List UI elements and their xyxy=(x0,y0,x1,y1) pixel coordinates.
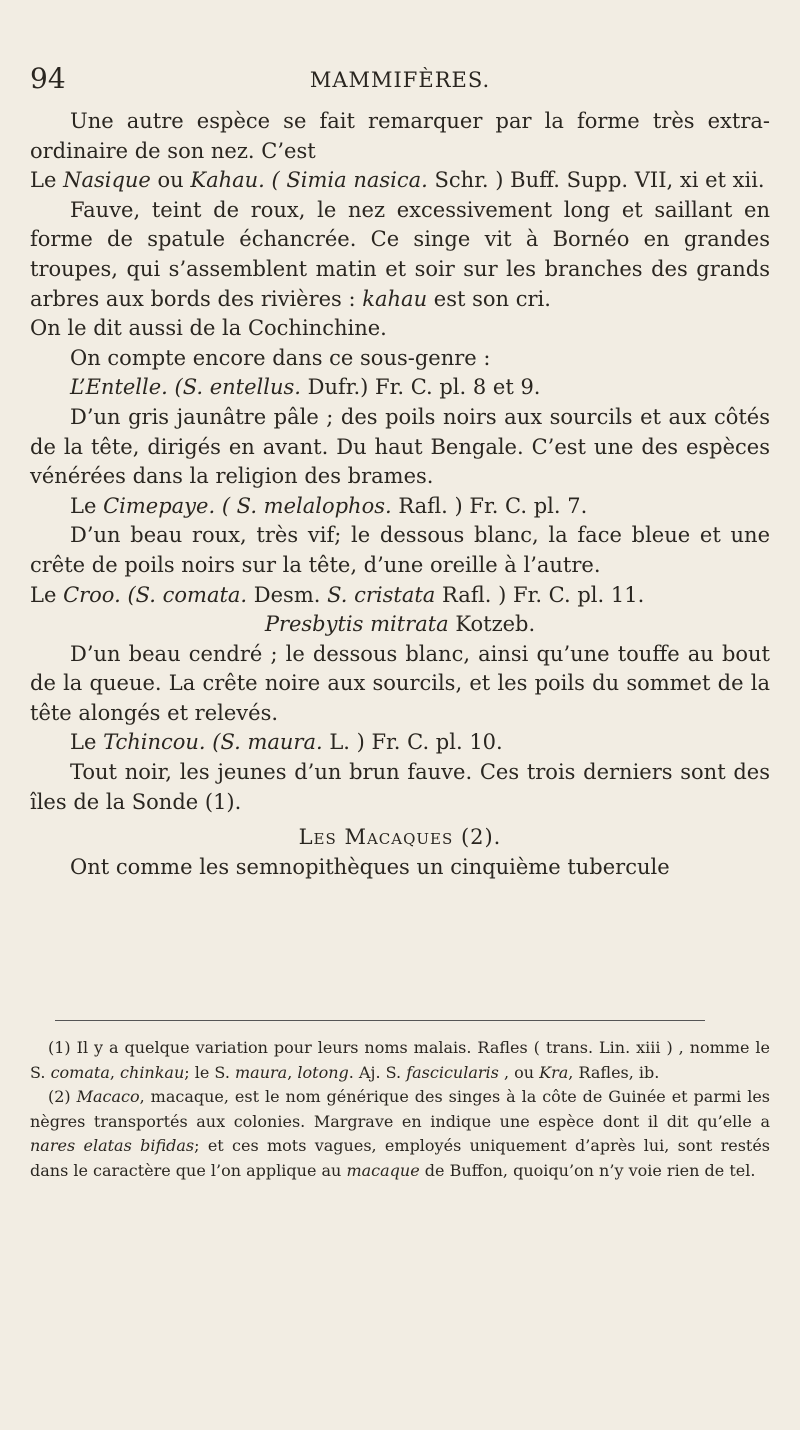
species-entry-entelle: L’Entelle. (S. entellus. Dufr.) Fr. C. pl. 8 et 9. xyxy=(70,375,541,400)
footnote-rule xyxy=(55,1020,705,1021)
scientific-name: (S. entellus. xyxy=(174,375,301,400)
description: D’un gris jaunâtre pâle ; des poils noirs aux sourcils et aux côtés de la tête, dirigés en avant. Du haut Bengale. C’est une des espèces vénérées dans la religion des brames. xyxy=(30,404,770,489)
species-entry-tchincou: Le Tchincou. (S. maura. L. ) Fr. C. pl. 10. xyxy=(70,730,503,755)
species-name: Nasique xyxy=(63,168,151,193)
scientific-name: ( S. melalophos. xyxy=(221,493,392,518)
paragraph: Une autre espèce se fait remarquer par la forme très extra-ordinaire de son nez. C’est xyxy=(30,109,770,163)
scientific-name: S. cristata xyxy=(327,582,436,607)
running-head: MAMMIFÈRES. xyxy=(309,68,491,92)
footnote-2: (2) Macaco, macaque, est le nom générique des singes à la côte de Guinée et parmi les nègres transportés aux colonies. Margrave en indique une espèce dont il dit qu’elle a nares elatas bifidas; et ces mots vagues, employés uniquement d’après lui, sont restés dans le caractère que l’on applique au macaque de Buffon, quoiqu’on n’y voie rien de tel. xyxy=(30,1087,771,1180)
main-text xyxy=(30,107,770,882)
description: D’un beau roux, très vif; le dessous blanc, la face bleue et une crête de poils noirs sur la tête, d’une oreille à l’autre. xyxy=(30,523,770,577)
paragraph: On compte encore dans ce sous-genre : xyxy=(70,345,491,370)
footnote-1: (1) Il y a quelque variation pour leurs noms malais. Rafles ( trans. Lin. xiii ) , nomme le S. comata, chinkau; le S. maura, lotong. Aj. S. fascicularis , ou Kra, Rafles, ib. xyxy=(30,1038,770,1082)
page-header xyxy=(0,62,800,102)
species-entry-nasique: Le Nasique ou Kahau. ( Simia nasica. Schr. ) Buff. Supp. VII, xi et xii. xyxy=(30,168,765,193)
species-name: Cimepaye. xyxy=(103,493,216,518)
species-name: Croo. xyxy=(63,582,121,607)
page-number: 94 xyxy=(30,62,66,95)
scientific-name: Presbytis mitrata xyxy=(264,612,449,637)
description: Tout noir, les jeunes d’un brun fauve. Ces trois derniers sont des îles de la Sonde (1). xyxy=(30,760,770,814)
scientific-name: (S. comata. xyxy=(127,582,248,607)
paragraph: On le dit aussi de la Cochinchine. xyxy=(30,316,387,341)
synonym-line: Presbytis mitrata Kotzeb. xyxy=(264,612,536,637)
species-entry-cimepaye: Le Cimepaye. ( S. melalophos. Rafl. ) Fr. C. pl. 7. xyxy=(70,493,588,518)
species-name: Kahau. xyxy=(190,168,265,193)
species-name: L’Entelle. xyxy=(70,375,168,400)
description: D’un beau cendré ; le dessous blanc, ainsi qu’une touffe au bout de la queue. La crête noire aux sourcils, et les poils du sommet de la tête alongés et relevés. xyxy=(30,641,770,725)
description: Fauve, teint de roux, le nez excessivement long et saillant en forme de spatule échancrée. Ce singe vit à Bornéo en grandes troupes, qui s’assemblent matin et soir sur les branches des grands arbres aux bords des rivières : kahau est son cri. xyxy=(30,197,770,311)
species-name: Tchincou. xyxy=(103,730,206,755)
scientific-name: (S. maura. xyxy=(212,730,323,755)
footnotes xyxy=(30,1036,770,1183)
section-heading: Les Macaques (2). xyxy=(298,825,502,850)
paragraph: Ont comme les semnopithèques un cinquième tubercule xyxy=(70,854,670,879)
species-entry-croo: Le Croo. (S. comata. Desm. S. cristata Rafl. ) Fr. C. pl. 11. xyxy=(30,582,645,607)
cry-word: kahau xyxy=(362,286,428,311)
scientific-name: ( Simia nasica. xyxy=(271,168,428,193)
